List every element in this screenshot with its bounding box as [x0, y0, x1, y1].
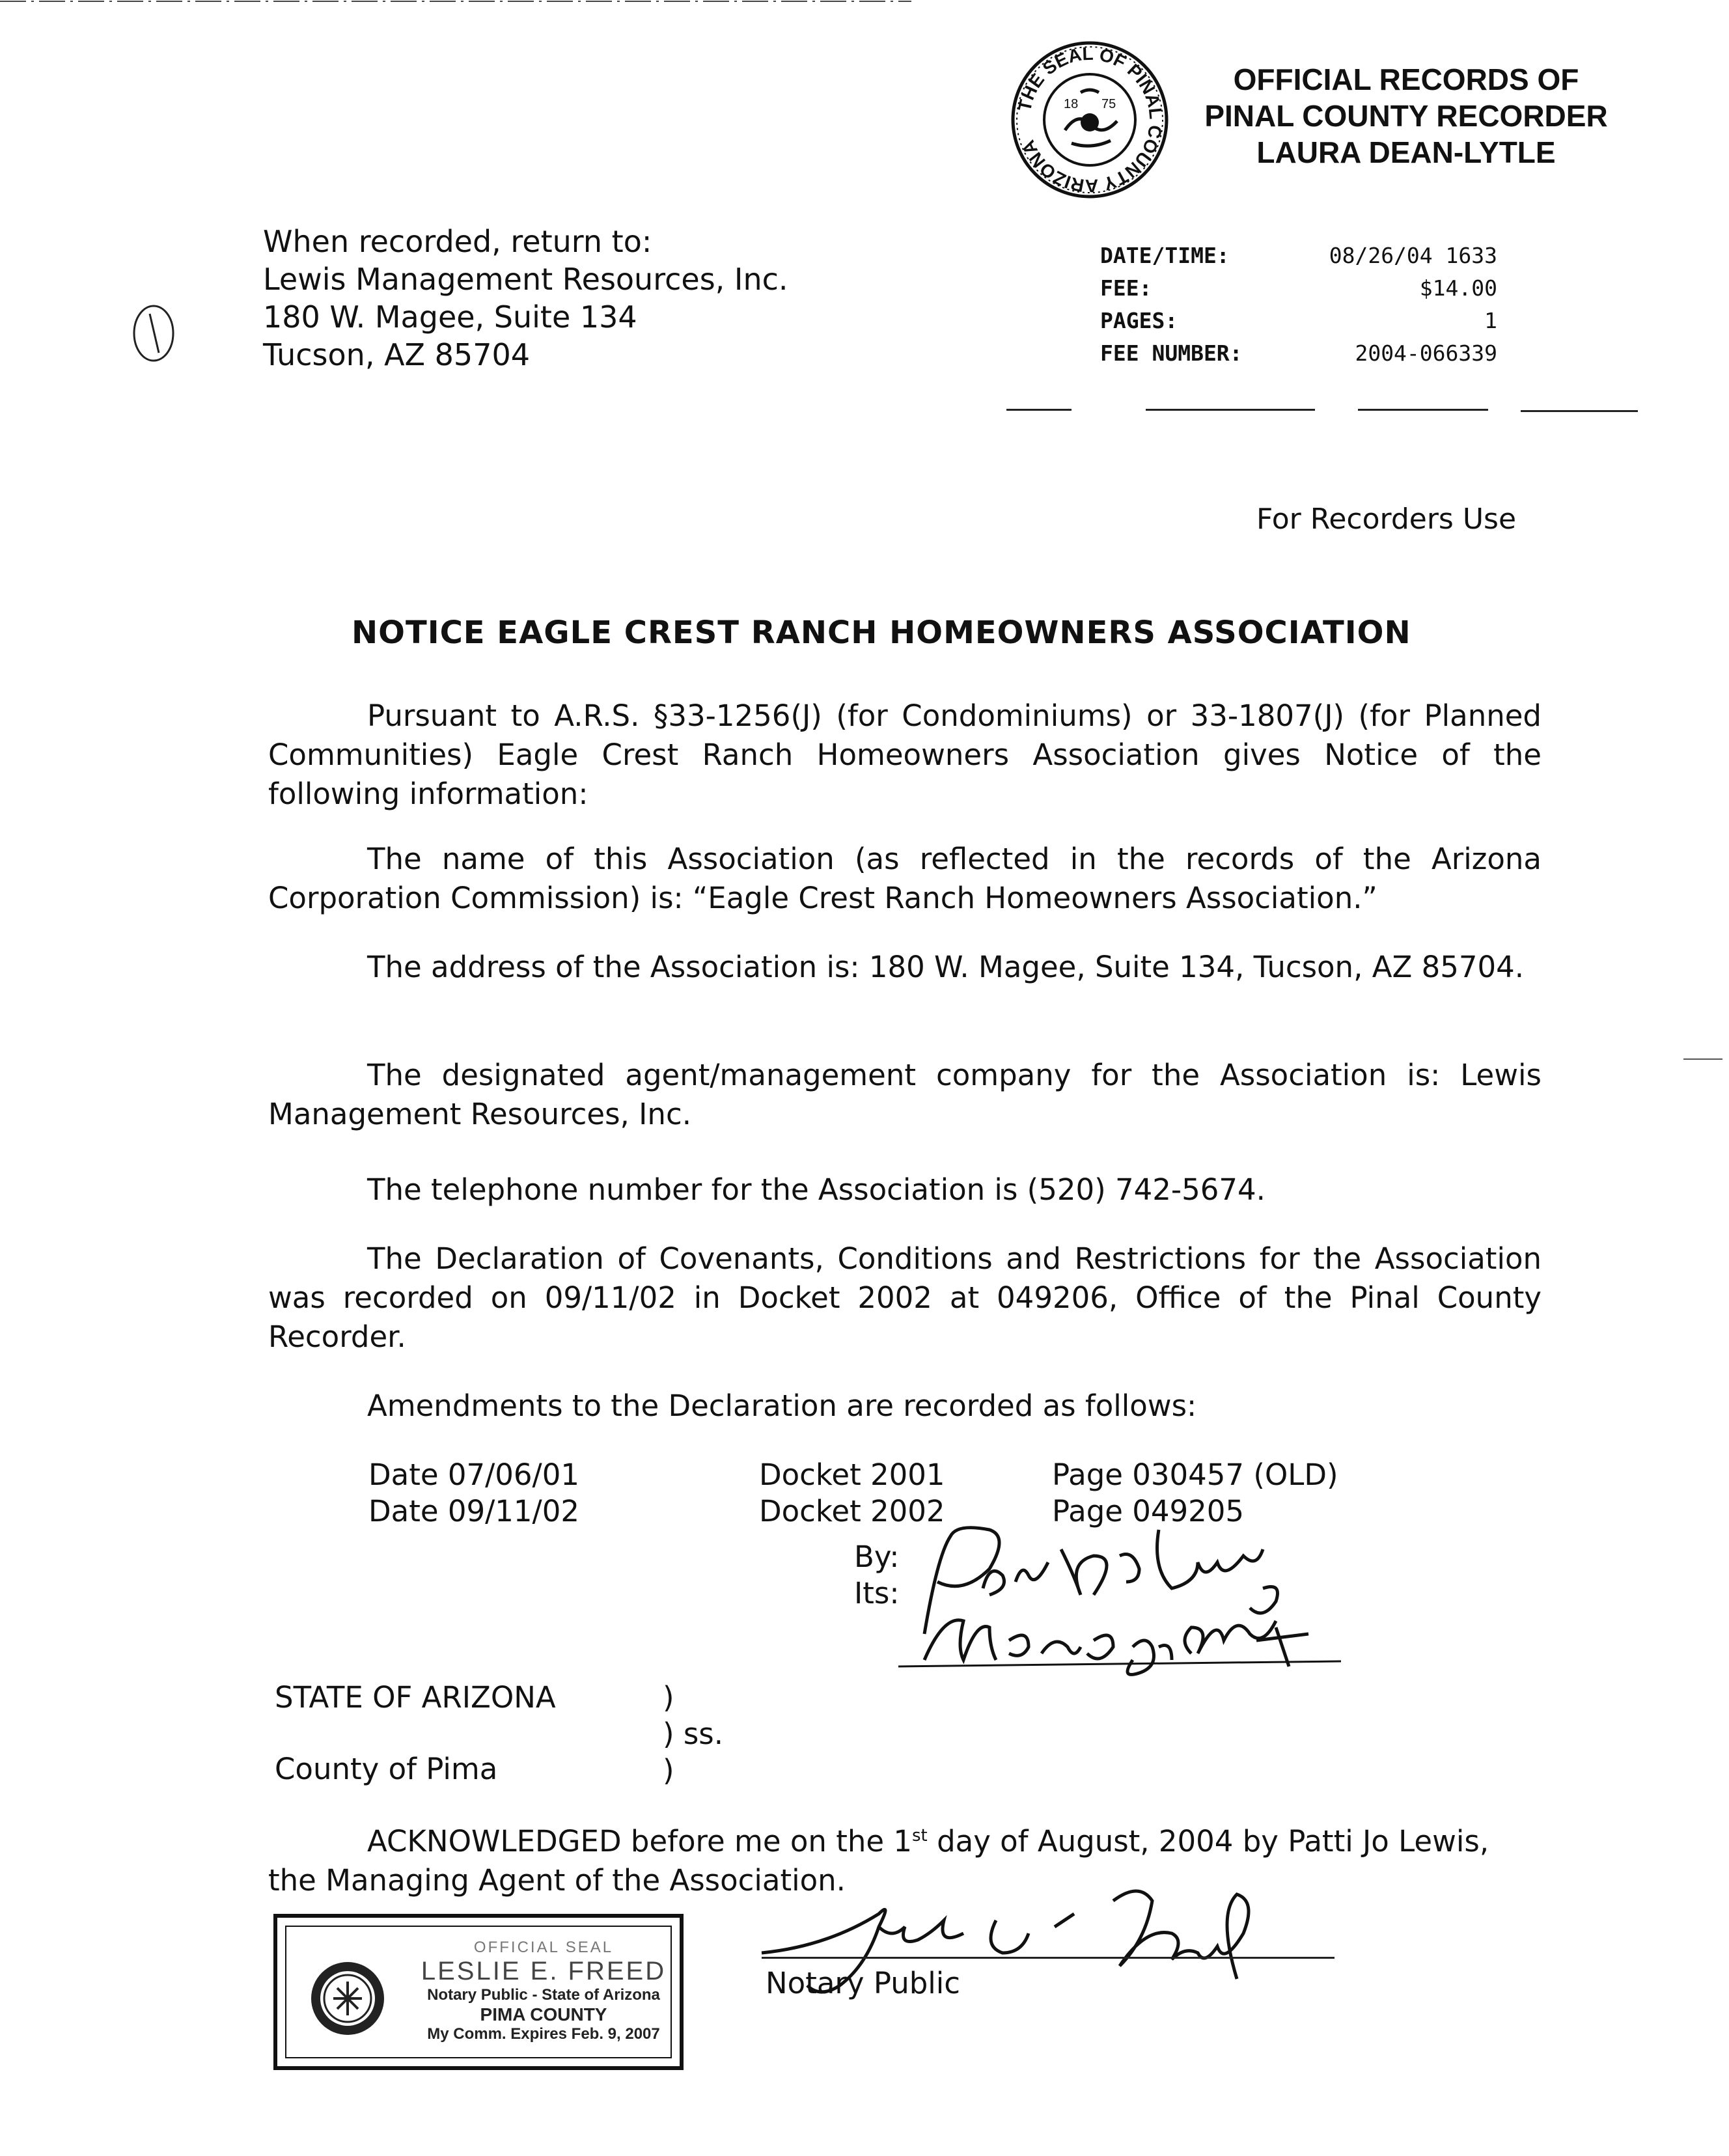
document-title: NOTICE EAGLE CREST RANCH HOMEOWNERS ASSOCIATION — [352, 615, 1411, 651]
venue-state: STATE OF ARIZONA — [275, 1680, 556, 1715]
notary-seal-icon — [309, 1959, 387, 2038]
body-paragraph — [268, 1170, 1542, 1209]
recorder-heading — [1204, 61, 1608, 171]
paragraph-text: The telephone number for the Association is (520) 742-5674. — [367, 1172, 1266, 1207]
recording-info-block — [1100, 240, 1497, 370]
recording-info-value: 2004-066339 — [1355, 340, 1497, 366]
venue-block — [275, 1673, 769, 1790]
stamp-line: Notary Public - State of Arizona — [427, 1986, 660, 2004]
recording-info-label: FEE: — [1100, 275, 1152, 301]
return-line: Tucson, AZ 85704 — [263, 337, 531, 372]
divider-rule — [1146, 409, 1315, 411]
notary-public-label: Notary Public — [766, 1966, 961, 2000]
notary-signature-line — [762, 1957, 1335, 1959]
recording-info-label: DATE/TIME: — [1100, 243, 1230, 268]
amendment-page: Page 049205 — [1052, 1494, 1245, 1528]
paragraph-text: The name of this Association (as reflected in the records of the Arizona Corporation Commission) is: “Eagle Crest Ranch Homeowners Association.” — [268, 842, 1542, 915]
body-paragraph — [268, 1387, 1542, 1426]
stamp-line: LESLIE E. FREED — [421, 1957, 667, 1985]
venue-paren: ) — [663, 1753, 674, 1788]
recording-info-label: FEE NUMBER: — [1100, 340, 1243, 366]
amendment-docket: Docket 2002 — [759, 1494, 945, 1528]
venue-ss: ) ss. — [663, 1717, 724, 1751]
body-paragraph — [268, 840, 1542, 918]
return-address-block — [263, 223, 788, 374]
margin-mark — [1683, 1058, 1722, 1060]
recording-info-value: $14.00 — [1419, 275, 1497, 301]
paragraph-text: The address of the Association is: 180 W. Magee, Suite 134, Tucson, AZ 85704. — [367, 950, 1525, 984]
paragraph-text: Pursuant to A.R.S. §33-1256(J) (for Condominiums) or 33-1807(J) (for Planned Communities) Eagle Crest Ranch Homeowners Association gives Notice of the following information: — [268, 698, 1542, 811]
divider-rule — [1006, 409, 1072, 411]
recording-info-row — [1100, 240, 1497, 272]
divider-rule — [1358, 409, 1488, 411]
recording-info-row — [1100, 337, 1497, 370]
recorder-heading-line: OFFICIAL RECORDS OF — [1233, 62, 1579, 96]
body-paragraph — [268, 697, 1542, 814]
paragraph-text: Amendments to the Declaration are recorded as follows: — [367, 1389, 1197, 1423]
paragraph-text: The Declaration of Covenants, Conditions and Restrictions for the Association was recorded on 09/11/02 in Docket 2002 at 049206, Office of the Pinal County Recorder. — [268, 1241, 1542, 1354]
return-line: When recorded, return to: — [263, 224, 652, 259]
paragraph-text: The designated agent/management company for the Association is: Lewis Management Resources, Inc. — [268, 1058, 1542, 1131]
body-paragraph — [268, 948, 1542, 987]
recorder-heading-line: LAURA DEAN-LYTLE — [1256, 135, 1556, 169]
return-line: 180 W. Magee, Suite 134 — [263, 299, 637, 335]
stamp-line: PIMA COUNTY — [480, 2004, 607, 2025]
svg-text:75: 75 — [1101, 97, 1116, 111]
stamp-line: OFFICIAL SEAL — [473, 1939, 614, 1956]
top-edge-line — [0, 0, 911, 3]
venue-paren: ) — [663, 1680, 674, 1715]
body-paragraph — [268, 1056, 1542, 1134]
its-label: Its: — [854, 1576, 900, 1610]
recording-info-label: PAGES: — [1100, 308, 1178, 333]
venue-county: County of Pima — [275, 1752, 498, 1786]
svg-text:THE SEAL OF PINAL COUNTY ARIZO: THE SEAL OF PINAL COUNTY ARIZONA — [1014, 43, 1167, 197]
ack-text-after: day of August, 2004 by Patti Jo Lewis, the Managing Agent of the Association. — [268, 1824, 1489, 1898]
notary-stamp-text — [410, 1939, 677, 2043]
stamp-line: My Comm. Expires Feb. 9, 2007 — [427, 2025, 660, 2043]
return-line: Lewis Management Resources, Inc. — [263, 262, 788, 297]
recording-info-value: 08/26/04 1633 — [1329, 243, 1497, 268]
amendment-date: Date 09/11/02 — [368, 1494, 579, 1528]
recorder-heading-line: PINAL COUNTY RECORDER — [1204, 99, 1608, 133]
for-recorders-use-label: For Recorders Use — [1256, 503, 1517, 536]
amendment-docket: Docket 2001 — [759, 1458, 945, 1492]
handwritten-circle-mark-icon — [128, 301, 180, 366]
ack-superscript: st — [912, 1826, 928, 1845]
amendment-date: Date 07/06/01 — [368, 1458, 579, 1492]
svg-text:18: 18 — [1064, 97, 1079, 111]
ack-text-before: ACKNOWLEDGED before me on the 1 — [367, 1824, 913, 1859]
body-paragraph — [268, 1239, 1542, 1357]
by-label: By: — [854, 1540, 900, 1574]
county-seal-icon — [1009, 39, 1170, 200]
recording-info-value: 1 — [1484, 308, 1497, 333]
agent-signature — [885, 1491, 1354, 1679]
notary-stamp — [273, 1914, 684, 2070]
recording-info-row — [1100, 305, 1497, 337]
divider-rule — [1521, 410, 1638, 412]
recording-info-row — [1100, 272, 1497, 305]
amendment-page: Page 030457 (OLD) — [1052, 1458, 1338, 1492]
